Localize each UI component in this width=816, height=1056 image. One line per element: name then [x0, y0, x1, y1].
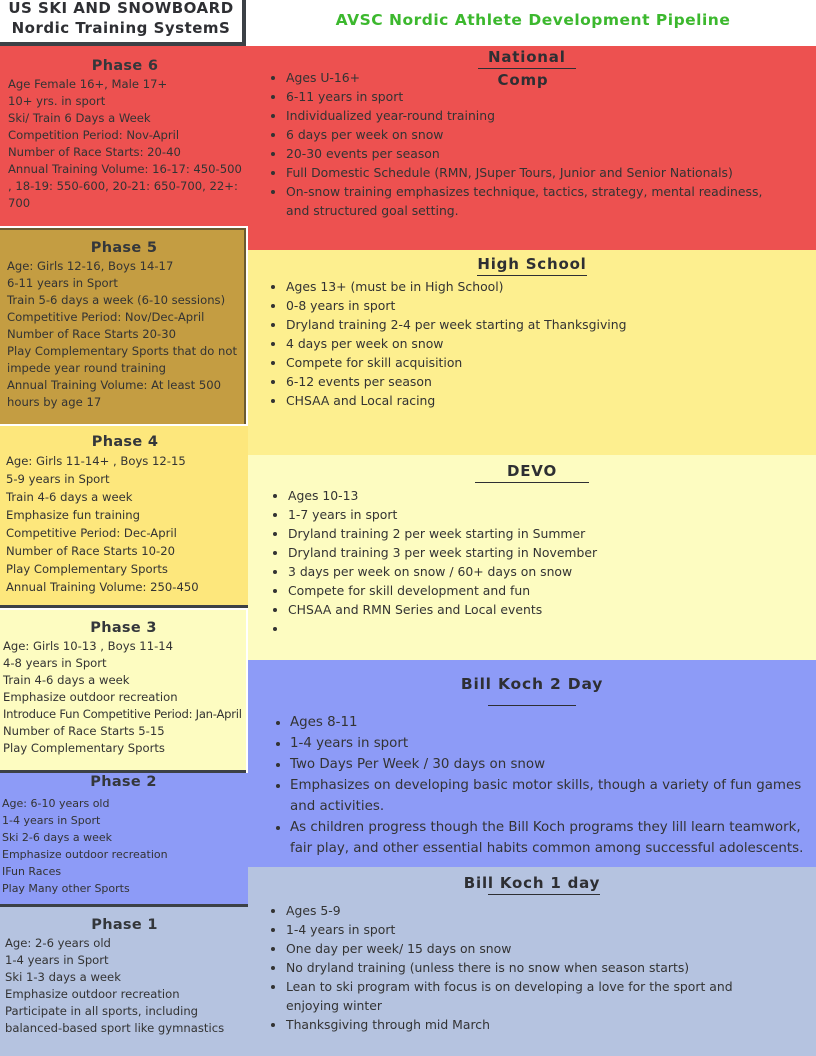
phase-line: Age: Girls 10-13 , Boys 11-14 [3, 639, 174, 653]
program-list [248, 483, 816, 638]
phase-line: Play Complementary Sports [6, 562, 168, 576]
list-item: • Lean to ski program with focus is on developing a love for the sport and enjoying winter [286, 977, 776, 1015]
phase-line: Competition Period: Nov-April [8, 128, 180, 142]
phase-line: Play Complementary Sports that do not impede year round training [7, 344, 238, 375]
list-item: • Two Days Per Week / 30 days on snow [290, 754, 812, 775]
page-title: AVSC Nordic Athlete Development Pipeline [335, 11, 731, 29]
list-item: • On-snow training emphasizes technique, tactics, strategy, mental readiness, and structured goal setting. [286, 182, 776, 220]
phase-line: Ski/ Train 6 Days a Week [8, 111, 151, 125]
program-list [248, 895, 816, 1034]
program-title-part2: l Koch 1 day [488, 873, 600, 895]
list-item: • 20-30 events per season [286, 144, 776, 163]
phase-line: Number of Race Starts 5-15 [3, 724, 165, 738]
phase-line: 1-4 years in Sport [2, 814, 101, 827]
phase-5-card [0, 228, 246, 424]
phase-line: Age Female 16+, Male 17+ [8, 77, 168, 91]
program-high-school [248, 250, 816, 455]
list-item: • Ages 8-11 [290, 712, 812, 733]
list-item: • 6 days per week on snow [286, 125, 776, 144]
phase-title: Phase 5 [90, 240, 158, 256]
phase-line: Introduce Fun Competitive Period: Jan-April [3, 707, 242, 721]
phase-line: 1-4 years in Sport [5, 953, 109, 967]
phase-line: Train 5-6 days a week (6-10 sessions) [7, 293, 226, 307]
header-left [0, 0, 246, 46]
program-title-line1: National [478, 46, 576, 69]
phase-4-card [0, 426, 248, 608]
phase-line: Number of Race Starts: 20-40 [8, 145, 181, 159]
phase-line: Emphasize fun training [6, 508, 140, 522]
program-title [248, 873, 816, 895]
phase-title: Phase 4 [91, 434, 159, 450]
phase-line: Ski 2-6 days a week [2, 831, 112, 844]
phase-line: Ski 1-3 days a week [5, 970, 121, 984]
list-item: • One day per week/ 15 days on snow [286, 939, 776, 958]
phase-6-card [0, 46, 248, 226]
program-title: DEVO [475, 461, 589, 483]
phase-line: Annual Training Volume: 16-17: 450-500 , 18-19: 550-600, 20-21: 650-700, 22+: 700 [8, 162, 242, 210]
program-national-comp [248, 46, 816, 250]
phase-line: Age: Girls 11-14+ , Boys 12-15 [6, 454, 186, 468]
list-item: • Dryland training 3 per week starting in November [288, 543, 816, 562]
list-item: • 1-7 years in sport [288, 505, 816, 524]
program-list [248, 706, 816, 859]
list-item: • Ages 10-13 [288, 486, 816, 505]
phase-line: Emphasize outdoor recreation [3, 690, 178, 704]
phase-line: Train 4-6 days a week [3, 673, 130, 687]
list-item [288, 619, 816, 638]
list-item: • Ages 13+ (must be in High School) [286, 277, 816, 296]
program-list [248, 276, 816, 410]
phase-title: Phase 6 [91, 58, 159, 74]
list-item: • Ages U-16+ [286, 68, 776, 87]
list-item: • 3 days per week on snow / 60+ days on snow [288, 562, 816, 581]
phase-line: Play Many other Sports [2, 882, 130, 895]
phase-line: Emphasize outdoor recreation [2, 848, 168, 861]
list-item: • 1-4 years in sport [290, 733, 812, 754]
list-item: • 6-11 years in sport [286, 87, 776, 106]
phase-line: Competitive Period: Dec-April [6, 526, 177, 540]
list-item: • 6-12 events per season [286, 372, 816, 391]
list-item: • Individualized year-round training [286, 106, 776, 125]
program-title-part1: Bil [463, 874, 488, 892]
program-title: High School [477, 254, 586, 276]
list-item: • Emphasizes on developing basic motor skills, though a variety of fun games and activities. [290, 775, 812, 817]
list-item: • Dryland training 2 per week starting in Summer [288, 524, 816, 543]
phase-line: Participate in all sports, including balanced-based sport like gymnastics [5, 1004, 225, 1035]
phase-title: Phase 3 [90, 620, 157, 636]
list-item: • Compete for skill development and fun [288, 581, 816, 600]
list-item: • Dryland training 2-4 per week starting at Thanksgiving [286, 315, 816, 334]
phase-line: Emphasize outdoor recreation [5, 987, 180, 1001]
phase-line: Number of Race Starts 20-30 [7, 327, 176, 341]
phase-line: Age: 2-6 years old [5, 936, 111, 950]
program-bill-koch-1-day [248, 867, 816, 1056]
phase-1-card [0, 907, 248, 1056]
header-org-subtitle: Nordic Training SystemS [11, 19, 231, 37]
list-item: • CHSAA and RMN Series and Local events [288, 600, 816, 619]
program-bill-koch-2-day [248, 660, 816, 867]
phase-line: Train 4-6 days a week [6, 490, 133, 504]
phase-3-card [0, 610, 246, 773]
phase-line: 6-11 years in Sport [7, 276, 118, 290]
program-title [478, 46, 568, 91]
header-org-title: US SKI AND SNOWBOARD [8, 0, 234, 17]
list-item: • Full Domestic Schedule (RMN, JSuper Tours, Junior and Senior Nationals) [286, 163, 776, 182]
list-item: • Ages 5-9 [286, 901, 776, 920]
phase-2-card [0, 773, 248, 907]
program-devo [248, 455, 816, 660]
list-item: • Thanksgiving through mid March [286, 1015, 776, 1034]
program-title: Bill Koch 2 Day [460, 675, 604, 693]
phase-title: Phase 1 [91, 917, 158, 933]
phase-line: Number of Race Starts 10-20 [6, 544, 175, 558]
phase-line: Competitive Period: Nov/Dec-April [7, 310, 205, 324]
phase-line: 4-8 years in Sport [3, 656, 107, 670]
phase-line: Age: 6-10 years old [2, 797, 110, 810]
list-item: • 0-8 years in sport [286, 296, 816, 315]
phase-line: Annual Training Volume: 250-450 [6, 580, 199, 594]
phase-line: IFun Races [2, 865, 62, 878]
list-item: • As children progress though the Bill Koch programs they lill learn teamwork, fair play, and other essential habits common among successful adolescents. [290, 817, 812, 859]
phase-line: Age: Girls 12-16, Boys 14-17 [7, 259, 174, 273]
list-item: • CHSAA and Local racing [286, 391, 816, 410]
phase-title: Phase 2 [90, 774, 157, 790]
list-item: • 4 days per week on snow [286, 334, 816, 353]
list-item: • No dryland training (unless there is no snow when season starts) [286, 958, 776, 977]
list-item: • Compete for skill acquisition [286, 353, 816, 372]
phase-line: Annual Training Volume: At least 500 hours by age 17 [7, 378, 221, 409]
phase-line: 5-9 years in Sport [6, 472, 110, 486]
list-item: • 1-4 years in sport [286, 920, 776, 939]
program-title-line2: Comp [497, 71, 549, 89]
phase-line: Play Complementary Sports [3, 741, 165, 755]
phase-line: 10+ yrs. in sport [8, 94, 106, 108]
